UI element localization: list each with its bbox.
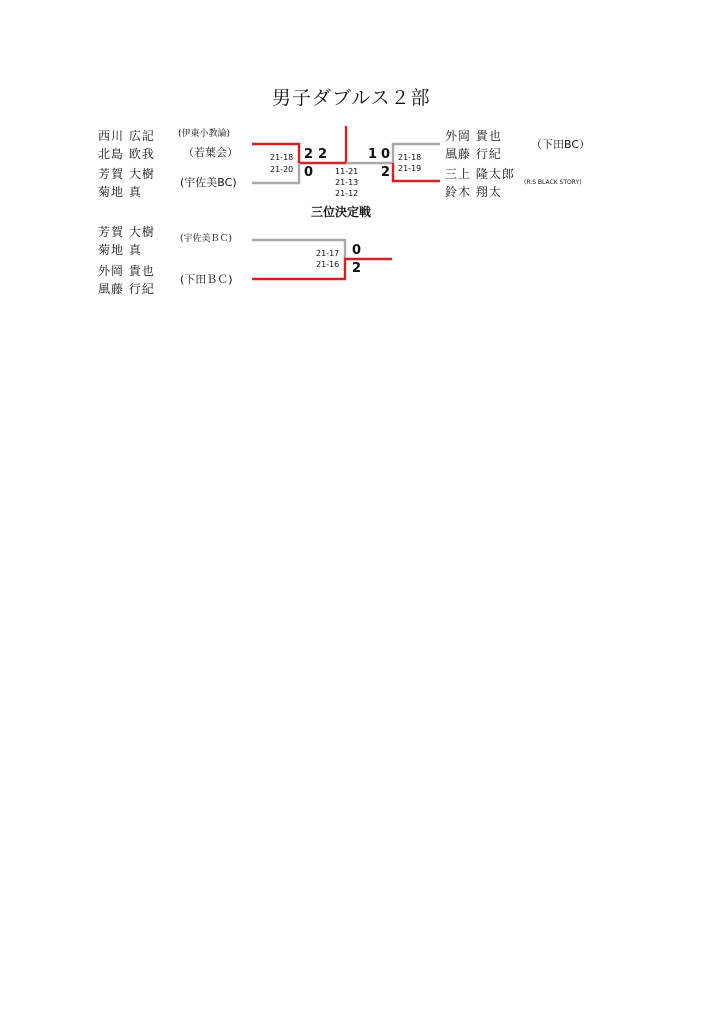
games-final-right: 1 <box>368 147 378 162</box>
games-third-top: 0 <box>352 243 362 258</box>
games-third-bottom: 2 <box>352 261 362 276</box>
page-title: 男子ダブルス２部 <box>272 87 431 109</box>
score-third-1: 21-17 <box>316 249 340 258</box>
score-right-semi-2: 21-19 <box>398 164 422 173</box>
player-right-top-2: 風藤 行紀 <box>445 147 502 161</box>
club-left-top-1: (伊東小教論) <box>178 129 231 139</box>
player-left-bottom-2: 菊地 真 <box>98 185 142 199</box>
score-final-3: 21-12 <box>335 189 359 198</box>
player-third-bottom-2: 風藤 行紀 <box>98 282 155 296</box>
player-third-top-2: 菊地 真 <box>98 243 142 257</box>
player-left-top-1: 西川 広記 <box>98 129 155 143</box>
games-right-semi-bottom: 2 <box>381 165 391 180</box>
club-right-top: （下田BC） <box>531 138 591 151</box>
club-third-bottom: (下田ＢＣ) <box>180 273 233 286</box>
score-right-semi-1: 21-18 <box>398 153 422 162</box>
club-left-top-2: （若葉会） <box>183 146 238 159</box>
club-left-bottom: (宇佐美BC) <box>180 176 237 189</box>
games-left-semi-bottom: 0 <box>304 165 314 180</box>
bracket-line-left-top-winner <box>252 144 346 163</box>
score-final-1: 11-21 <box>335 167 359 176</box>
score-third-2: 21-16 <box>316 260 340 269</box>
club-right-bottom: (R.S BLACK STORY) <box>524 179 582 186</box>
games-right-semi-top: 0 <box>381 147 391 162</box>
games-final-left: 2 <box>318 147 328 162</box>
games-left-semi-top: 2 <box>304 147 314 162</box>
score-final-2: 21-13 <box>335 178 359 187</box>
player-right-bottom-1: 三上 隆太郎 <box>445 167 515 181</box>
third-place-label: 三位決定戦 <box>311 205 372 219</box>
player-left-top-2: 北島 欧我 <box>98 147 155 161</box>
score-left-semi-2: 21-20 <box>270 165 294 174</box>
player-third-top-1: 芳賀 大樹 <box>98 225 155 239</box>
player-left-bottom-1: 芳賀 大樹 <box>98 167 155 181</box>
player-right-bottom-2: 鈴木 翔太 <box>445 185 502 199</box>
player-right-top-1: 外岡 貴也 <box>445 129 502 143</box>
score-left-semi-1: 21-18 <box>270 153 294 162</box>
player-third-bottom-1: 外岡 貴也 <box>98 264 155 278</box>
club-third-top: (宇佐美ＢＣ) <box>180 234 233 244</box>
